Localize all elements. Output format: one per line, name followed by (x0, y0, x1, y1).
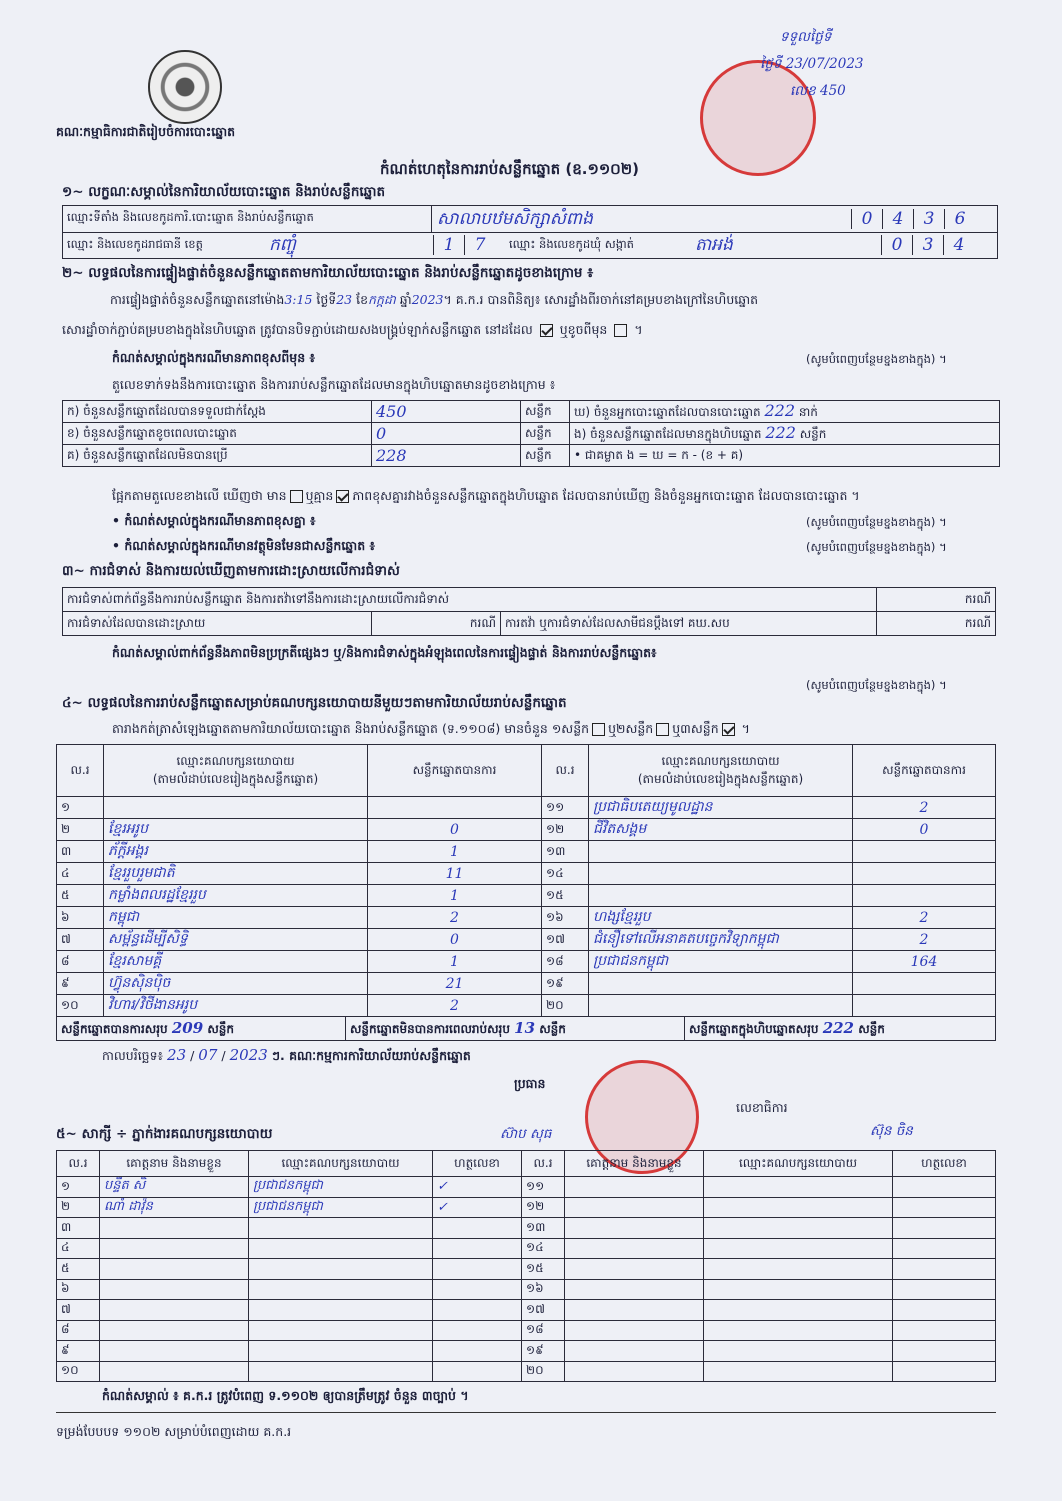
three-sheet-checkbox[interactable] (722, 723, 735, 736)
witness-row (57, 1218, 996, 1239)
result-party: ហ៊្វុនស៊ិនប៉ិច (108, 975, 171, 991)
result-no: ២ (61, 821, 71, 836)
result-no: ១៥ (546, 887, 564, 902)
section1-table (62, 205, 998, 259)
col-party-left: ឈ្មោះគណបក្សនយោបាយ (តាមលំដាប់លេខរៀងក្នុងសន្លឹកឆ្នោត) (104, 745, 368, 797)
section3-title: ៣~ ការជំទាស់ និងការយល់ឃើញតាមការដោះស្រាយលើការជំទាស់ (62, 563, 400, 579)
section4-title: ៤~ លទ្ធផលនៃការរាប់សន្លឹកឆ្នោតសម្រាប់គណបក្សនយោបាយនីមួយៗតាមការិយាល័យរាប់សន្លឹកឆ្នោត (62, 695, 567, 711)
witness-no: ២០ (526, 1363, 544, 1378)
result-no: ៨ (61, 953, 70, 968)
witness-no: ៤ (61, 1240, 70, 1255)
witness-row (57, 1341, 996, 1362)
form-title: កំណត់ហេតុនៃការរាប់សន្លឹកឆ្នោត (ឧ.១១០២) (380, 160, 640, 178)
col-party-right: ឈ្មោះគណបក្សនយោបាយ (តាមលំដាប់លេខរៀងក្នុងសន្លឹកឆ្នោត) (589, 745, 853, 797)
result-votes: 2 (919, 931, 929, 948)
broken-checkbox[interactable] (614, 324, 627, 337)
witness-no: ១៤ (526, 1240, 544, 1255)
witness-no: ១ (61, 1178, 71, 1193)
result-no: ១ (61, 799, 71, 814)
row-a-value: 450 (372, 401, 521, 423)
witness-row (57, 1177, 996, 1198)
verify-paragraph: ការផ្ទៀងផ្ទាត់ចំនួនសន្លឹកឆ្នោតនៅម៉ោង3:15 ថ្ងៃទី23 ខែកក្កដា ឆ្នាំ2023។ គ.ក.រ បានពិនិត្យ៖ សោរដ្ឋាំងពីរចាក់នៅគម្របខាងក្រៅនៃហិបឆ្នោត (110, 292, 759, 307)
witness-row (57, 1238, 996, 1259)
result-party: សម្ព័ន្ធដើម្បីសិទ្ធិ (108, 931, 188, 947)
col-votes-right: សន្លឹកឆ្នោតបានការ (853, 745, 996, 797)
result-votes: 164 (910, 953, 938, 970)
result-party: ប្រជាជនកម្ពុជា (593, 953, 669, 969)
results-table (56, 744, 996, 1017)
section5-title: ៥~ សាក្សី ÷ ភ្នាក់ងារគណបក្សនយោបាយ (56, 1126, 273, 1142)
objection-row-2a: ការជំទាស់ដែលបានដោះស្រាយ (63, 612, 372, 636)
col-no-right: ល.រ (542, 745, 589, 797)
result-no: ១៦ (546, 909, 564, 924)
witness-no: ៧ (61, 1301, 71, 1316)
result-party: ខ្មែររួបរួមជាតិ (108, 865, 175, 881)
witness-party: ប្រជាជនកម្ពុជា (253, 1178, 323, 1194)
witness-name: ណាំ ដាវ៉ុន (104, 1198, 153, 1214)
bullet-foreign-object: • កំណត់សម្គាល់ក្នុងករណីមានវត្ថុមិនមែនជាសន្លឹកឆ្នោត ៖ (112, 538, 375, 553)
witness-no: ៥ (61, 1260, 70, 1275)
result-no: ១៩ (546, 975, 564, 990)
result-votes: 0 (919, 821, 929, 838)
witness-no: ១៦ (526, 1281, 544, 1296)
date-line: កាលបរិច្ឆេទ៖ 23 / 07 / 2023 ៗ. គណៈកម្មការការិយាល័យរាប់សន្លឹកឆ្នោត (102, 1046, 471, 1064)
total-invalid: សន្លឹកឆ្នោតមិនបានការពេលរាប់សរុប 13 សន្លឹក (346, 1017, 685, 1041)
committee-name: គណៈកម្មាធិការជាតិរៀបចំការបោះឆ្នោត (56, 124, 236, 139)
witness-no: ៨ (61, 1322, 70, 1337)
fill-more-1: (សូមបំពេញបន្ថែមខ្នងខាងក្នុង) ។ (806, 352, 947, 366)
objection-row-1: ការជំទាស់ពាក់ព័ន្ធនឹងការរាប់សន្លឹកឆ្នោត និងការតវ៉ាទៅនឹងការដោះស្រាយលើការជំទាស់ (63, 588, 877, 612)
case-label-3: ករណី (877, 612, 996, 636)
result-no: ៩ (61, 975, 70, 990)
count-table: ក) ចំនួនសន្លឹកឆ្នោតដែលបានទទួលជាក់ស្តែង 450 សន្លឹក ឃ) ចំនួនអ្នកបោះឆ្នោតដែលបានបោះឆ្នោត 222 នាក់ ខ) ចំនួនសន្លឹកឆ្នោតខូចពេលបោះឆ្នោត 0 សន្លឹក ង) ចំនួនសន្លឹកឆ្នោតដែលមានក្នុងហិបឆ្នោត 222 សន្លឹក គ) ចំនួនសន្លឹកឆ្នោតដែលមិនបានប្រើ 228 សន្លឹក • ជាគម្លាត ង = ឃ = ក - (ខ + គ) (62, 400, 1000, 467)
chair-label: ប្រធាន (514, 1076, 546, 1091)
section1-title: ១~ លក្ខណៈសម្គាល់នៃការិយាល័យបោះឆ្នោត និងរាប់សន្លឹកឆ្នោត (62, 184, 386, 200)
secretary-label: លេខាធិការ (736, 1100, 788, 1115)
result-votes: 21 (445, 975, 464, 992)
station-label: ឈ្មោះទីតាំង និងលេខកូដការិ.បោះឆ្នោត និងរាប់សន្លឹកឆ្នោត (67, 210, 314, 224)
w-col-name: គោត្តនាម និងនាមខ្លួន (126, 1155, 222, 1170)
total-valid: សន្លឹកឆ្នោតបានការសរុប 209 សន្លឹក (57, 1017, 346, 1041)
result-votes: 1 (450, 887, 459, 904)
col-votes-left: សន្លឹកឆ្នោតបានការ (368, 745, 542, 797)
w-col-sign: ហត្ថលេខា (454, 1155, 500, 1170)
witness-no: ១៥ (526, 1260, 544, 1275)
witness-no: ៩ (61, 1342, 70, 1357)
official-stamp-top (700, 60, 816, 176)
receipt-note-3: លេខ 450 (790, 83, 846, 99)
result-party: ខ្មែរសាមគ្គី (108, 953, 162, 969)
result-row (57, 885, 996, 907)
result-no: ៣ (61, 843, 72, 858)
witness-row (57, 1197, 996, 1218)
row-b-value: 0 (376, 424, 387, 443)
row-a-label: ក) ចំនួនសន្លឹកឆ្នោតដែលបានទទួលជាក់ស្តែង (63, 401, 372, 423)
result-no: ៧ (61, 931, 71, 946)
result-row (57, 863, 996, 885)
table-intro: តួលេខទាក់ទងនឹងការបោះឆ្នោត និងការរាប់សន្លឹកឆ្នោតដែលមានក្នុងហិបឆ្នោតមានដូចខាងក្រោម ៖ (112, 377, 556, 392)
witness-no: ១២ (526, 1199, 545, 1214)
result-votes: 2 (450, 997, 459, 1014)
witness-row (57, 1320, 996, 1341)
fill-more-4: (សូមបំពេញបន្ថែមខ្នងខាងក្នុង) ។ (806, 678, 947, 692)
result-no: ៦ (61, 909, 70, 924)
irregularity-note: កំណត់សម្គាល់ពាក់ព័ន្ធនឹងភាពមិនប្រក្រតីផ្សេងៗ ឬ/និងការជំទាស់ក្នុងអំឡុងពេលនៃការផ្ទៀងផ្ទាត់ និងការរាប់សន្លឹកឆ្នោត៖ (112, 645, 657, 660)
chair-signature: ស៊ាប សុធ (500, 1126, 552, 1142)
w-col-no: ល.រ (68, 1155, 88, 1170)
result-no: ១៧ (546, 931, 565, 946)
bullet-difference: • កំណត់សម្គាល់ក្នុងករណីមានភាពខុសគ្នា ៖ (112, 513, 316, 528)
total-in-box: សន្លឹកឆ្នោតក្នុងហិបឆ្នោតសរុប 222 សន្លឹក (685, 1017, 996, 1041)
formula: • ជាគម្លាត ង = ឃ = ក - (ខ + គ) (574, 447, 744, 462)
result-votes: 1 (450, 953, 459, 970)
result-votes: 0 (450, 931, 459, 948)
witness-signature: ✓ (437, 1199, 448, 1215)
station-value: សាលាបឋមសិក្សាសំពាង (437, 209, 593, 229)
province-label: ឈ្មោះ និងលេខកូដរាជធានី ខេត្ត (67, 237, 203, 251)
result-row (57, 797, 996, 819)
result-row (57, 907, 996, 929)
result-votes: 2 (919, 799, 929, 816)
result-votes: 2 (450, 909, 459, 926)
province-value: កញ្ចុំ (269, 235, 296, 255)
witness-no: ១១ (526, 1178, 545, 1193)
result-no: ២០ (546, 997, 564, 1012)
commune-code: 0 3 4 (881, 235, 974, 255)
province-code: 1 7 (433, 235, 495, 255)
row-d-label: ឃ) ចំនួនអ្នកបោះឆ្នោតដែលបានបោះឆ្នោត 222 នាក់ (570, 401, 1000, 423)
difference-note-label: កំណត់សម្គាល់ក្នុងករណីមានភាពខុសពីមុន ៖ (112, 350, 316, 365)
objection-row-2b: ការតវ៉ា ឬការជំទាស់ដែលសាមីជនប្តឹងទៅ គឃ.សប (501, 612, 877, 636)
witness-signature: ✓ (437, 1179, 448, 1195)
row-c-label: គ) ចំនួនសន្លឹកឆ្នោតដែលមិនបានប្រើ (67, 447, 228, 462)
result-row (57, 929, 996, 951)
col-no-left: ល.រ (57, 745, 104, 797)
witness-row (57, 1361, 996, 1382)
witness-row (57, 1300, 996, 1321)
difference-line: ផ្អែកតាមតួលេខខាងលើ ឃើញថា មាន ឬគ្មាន ភាពខុសគ្នារវាងចំនួនសន្លឹកឆ្នោតក្នុងហិបឆ្នោត ដែលបានរាប់ឃើញ និងចំនួនអ្នកបោះឆ្នោត ដែលបានបោះឆ្នោត ។ (112, 488, 860, 503)
nec-logo (148, 50, 222, 124)
totals-row (56, 1016, 996, 1041)
result-no: ១០ (61, 997, 79, 1012)
verify-paragraph-2: សោរដ្ឋាំចាក់ភ្ជាប់គម្របខាងក្នុងនៃហិបឆ្នោត ត្រូវបានបិទភ្ជាប់ដោយសងបង្គ្រប់ឡាក់សន្លឹកឆ្នោត នៅដដែល ឬខូចពីមុន ។ (62, 322, 643, 337)
result-party: កម្លាំងពលរដ្ឋខ្មែររួប (108, 887, 206, 903)
case-label-1: ករណី (877, 588, 996, 612)
result-no: ១៨ (546, 953, 564, 968)
tally-sheet-line: តារាងកត់ត្រាសំឡេងឆ្នោតតាមការិយាល័យបោះឆ្នោត និងរាប់សន្លឹកឆ្នោត (ទ.១១០៨) មានចំនួន ១សន្លឹក ឬ២សន្លឹក ឬ៣សន្លឹក ។ (112, 721, 750, 736)
result-party: វិហារ/វិថីងានអរូប (108, 997, 198, 1013)
result-party: ប្រជាធិបតេយ្យមូលដ្ឋាន (593, 799, 713, 815)
result-no: ១២ (546, 821, 565, 836)
result-row (57, 995, 996, 1017)
secretary-signature: ស៊ុន ចិន (870, 1123, 913, 1139)
result-party: ជំនឿទៅលើអនាគតបច្ចេកវិទ្យាកម្ពុជា (593, 931, 779, 947)
witness-row (57, 1279, 996, 1300)
case-label-2: ករណី (372, 612, 501, 636)
witness-no: ៣ (61, 1219, 72, 1234)
row-a-unit: សន្លឹក (521, 401, 570, 423)
result-party: ជីវិតសង្គម (593, 821, 647, 837)
one-sheet-checkbox[interactable] (592, 723, 605, 736)
witness-no: ៦ (61, 1281, 70, 1296)
result-no: ៤ (61, 865, 70, 880)
receipt-note-1: ទទួលថ្ងៃទី (780, 29, 832, 45)
form-note: ទម្រង់បែបបទ ១១០២ សម្រាប់បំពេញដោយ គ.ក.រ (56, 1424, 292, 1439)
footer-note: កំណត់សម្គាល់ ៖ គ.ក.រ ត្រូវបំពេញ ទ.១១០២ ឲ្យបានត្រឹមត្រូវ ចំនួន ៣ច្បាប់ ។ (102, 1388, 469, 1403)
intact-checkbox[interactable] (540, 324, 553, 337)
no-diff-checkbox[interactable] (336, 490, 349, 503)
witness-no: ១៣ (526, 1219, 546, 1234)
witness-no: ២ (61, 1199, 71, 1214)
result-party: ហង្សខ្មែររួប (593, 909, 651, 925)
witness-name: បន្ទីត សិ (104, 1178, 146, 1194)
result-votes: 0 (450, 821, 459, 838)
witness-party: ប្រជាជនកម្ពុជា (253, 1198, 323, 1214)
witness-no: ១៩ (526, 1342, 544, 1357)
result-votes: 1 (450, 843, 459, 860)
result-no: ១៣ (546, 843, 566, 858)
result-row (57, 819, 996, 841)
station-code: 0 4 3 6 (851, 209, 975, 229)
witness-no: ១៨ (526, 1322, 544, 1337)
row-c-value: 228 (376, 446, 407, 465)
result-votes: 2 (919, 909, 929, 926)
commune-label: ឈ្មោះ និងលេខកូដឃុំ សង្កាត់ (509, 237, 634, 251)
result-row (57, 951, 996, 973)
row-b-label: ខ) ចំនួនសន្លឹកឆ្នោតខូចពេលបោះឆ្នោត (67, 425, 237, 440)
row-e-label: ង) ចំនួនសន្លឹកឆ្នោតដែលមានក្នុងហិបឆ្នោត (574, 427, 762, 441)
result-party: ខ្មែរអរូប (108, 821, 148, 837)
fill-more-3: (សូមបំពេញបន្ថែមខ្នងខាងក្នុង) ។ (806, 540, 947, 554)
result-no: ៥ (61, 887, 70, 902)
result-no: ១៤ (546, 865, 564, 880)
witness-row (57, 1259, 996, 1280)
fill-more-2: (សូមបំពេញបន្ថែមខ្នងខាងក្នុង) ។ (806, 515, 947, 529)
two-sheet-checkbox[interactable] (656, 723, 669, 736)
witness-table: ល.រ គោត្តនាម និងនាមខ្លួន ឈ្មោះគណបក្សនយោបាយ ហត្ថលេខា ល.រ គោត្តនាម និងនាមខ្លួន ឈ្មោះគណបក្សនយោបាយ ហត្ថលេខា ១ បន្ទីត សិ ប្រជាជនកម្ពុជា ✓ ១១ ២ ណាំ ដាវ៉ុន ប្រជាជនកម្ពុជា ✓ ១២ ៣ ១៣ ៤ ១៤ ៥ ១៥ ៦ ១៦ ៧ ១៧ ៨ ១៨ ៩ ១៩ ១០ ២០ (56, 1150, 996, 1382)
commune-value: តាអង់ (695, 235, 733, 255)
result-row (57, 841, 996, 863)
section2-title: ២~ លទ្ធផលនៃការផ្ទៀងផ្ទាត់ចំនួនសន្លឹកឆ្នោតតាមការិយាល័យបោះឆ្នោត និងរាប់សន្លឹកឆ្នោតដូចខាងក្រោម ៖ (62, 265, 594, 281)
has-diff-checkbox[interactable] (290, 490, 303, 503)
result-votes: 11 (445, 865, 464, 882)
result-row (57, 973, 996, 995)
objection-table (62, 587, 996, 636)
result-no: ១១ (546, 799, 565, 814)
witness-no: ១០ (61, 1363, 79, 1378)
witness-no: ១៧ (526, 1301, 545, 1316)
receipt-note-2: ថ្ងៃទី 23/07/2023 (760, 56, 864, 72)
result-party: ភ័ក្ដីអង្គរ (108, 843, 148, 859)
result-party: កម្ពុជា (108, 909, 140, 925)
w-col-party: ឈ្មោះគណបក្សនយោបាយ (281, 1155, 400, 1170)
